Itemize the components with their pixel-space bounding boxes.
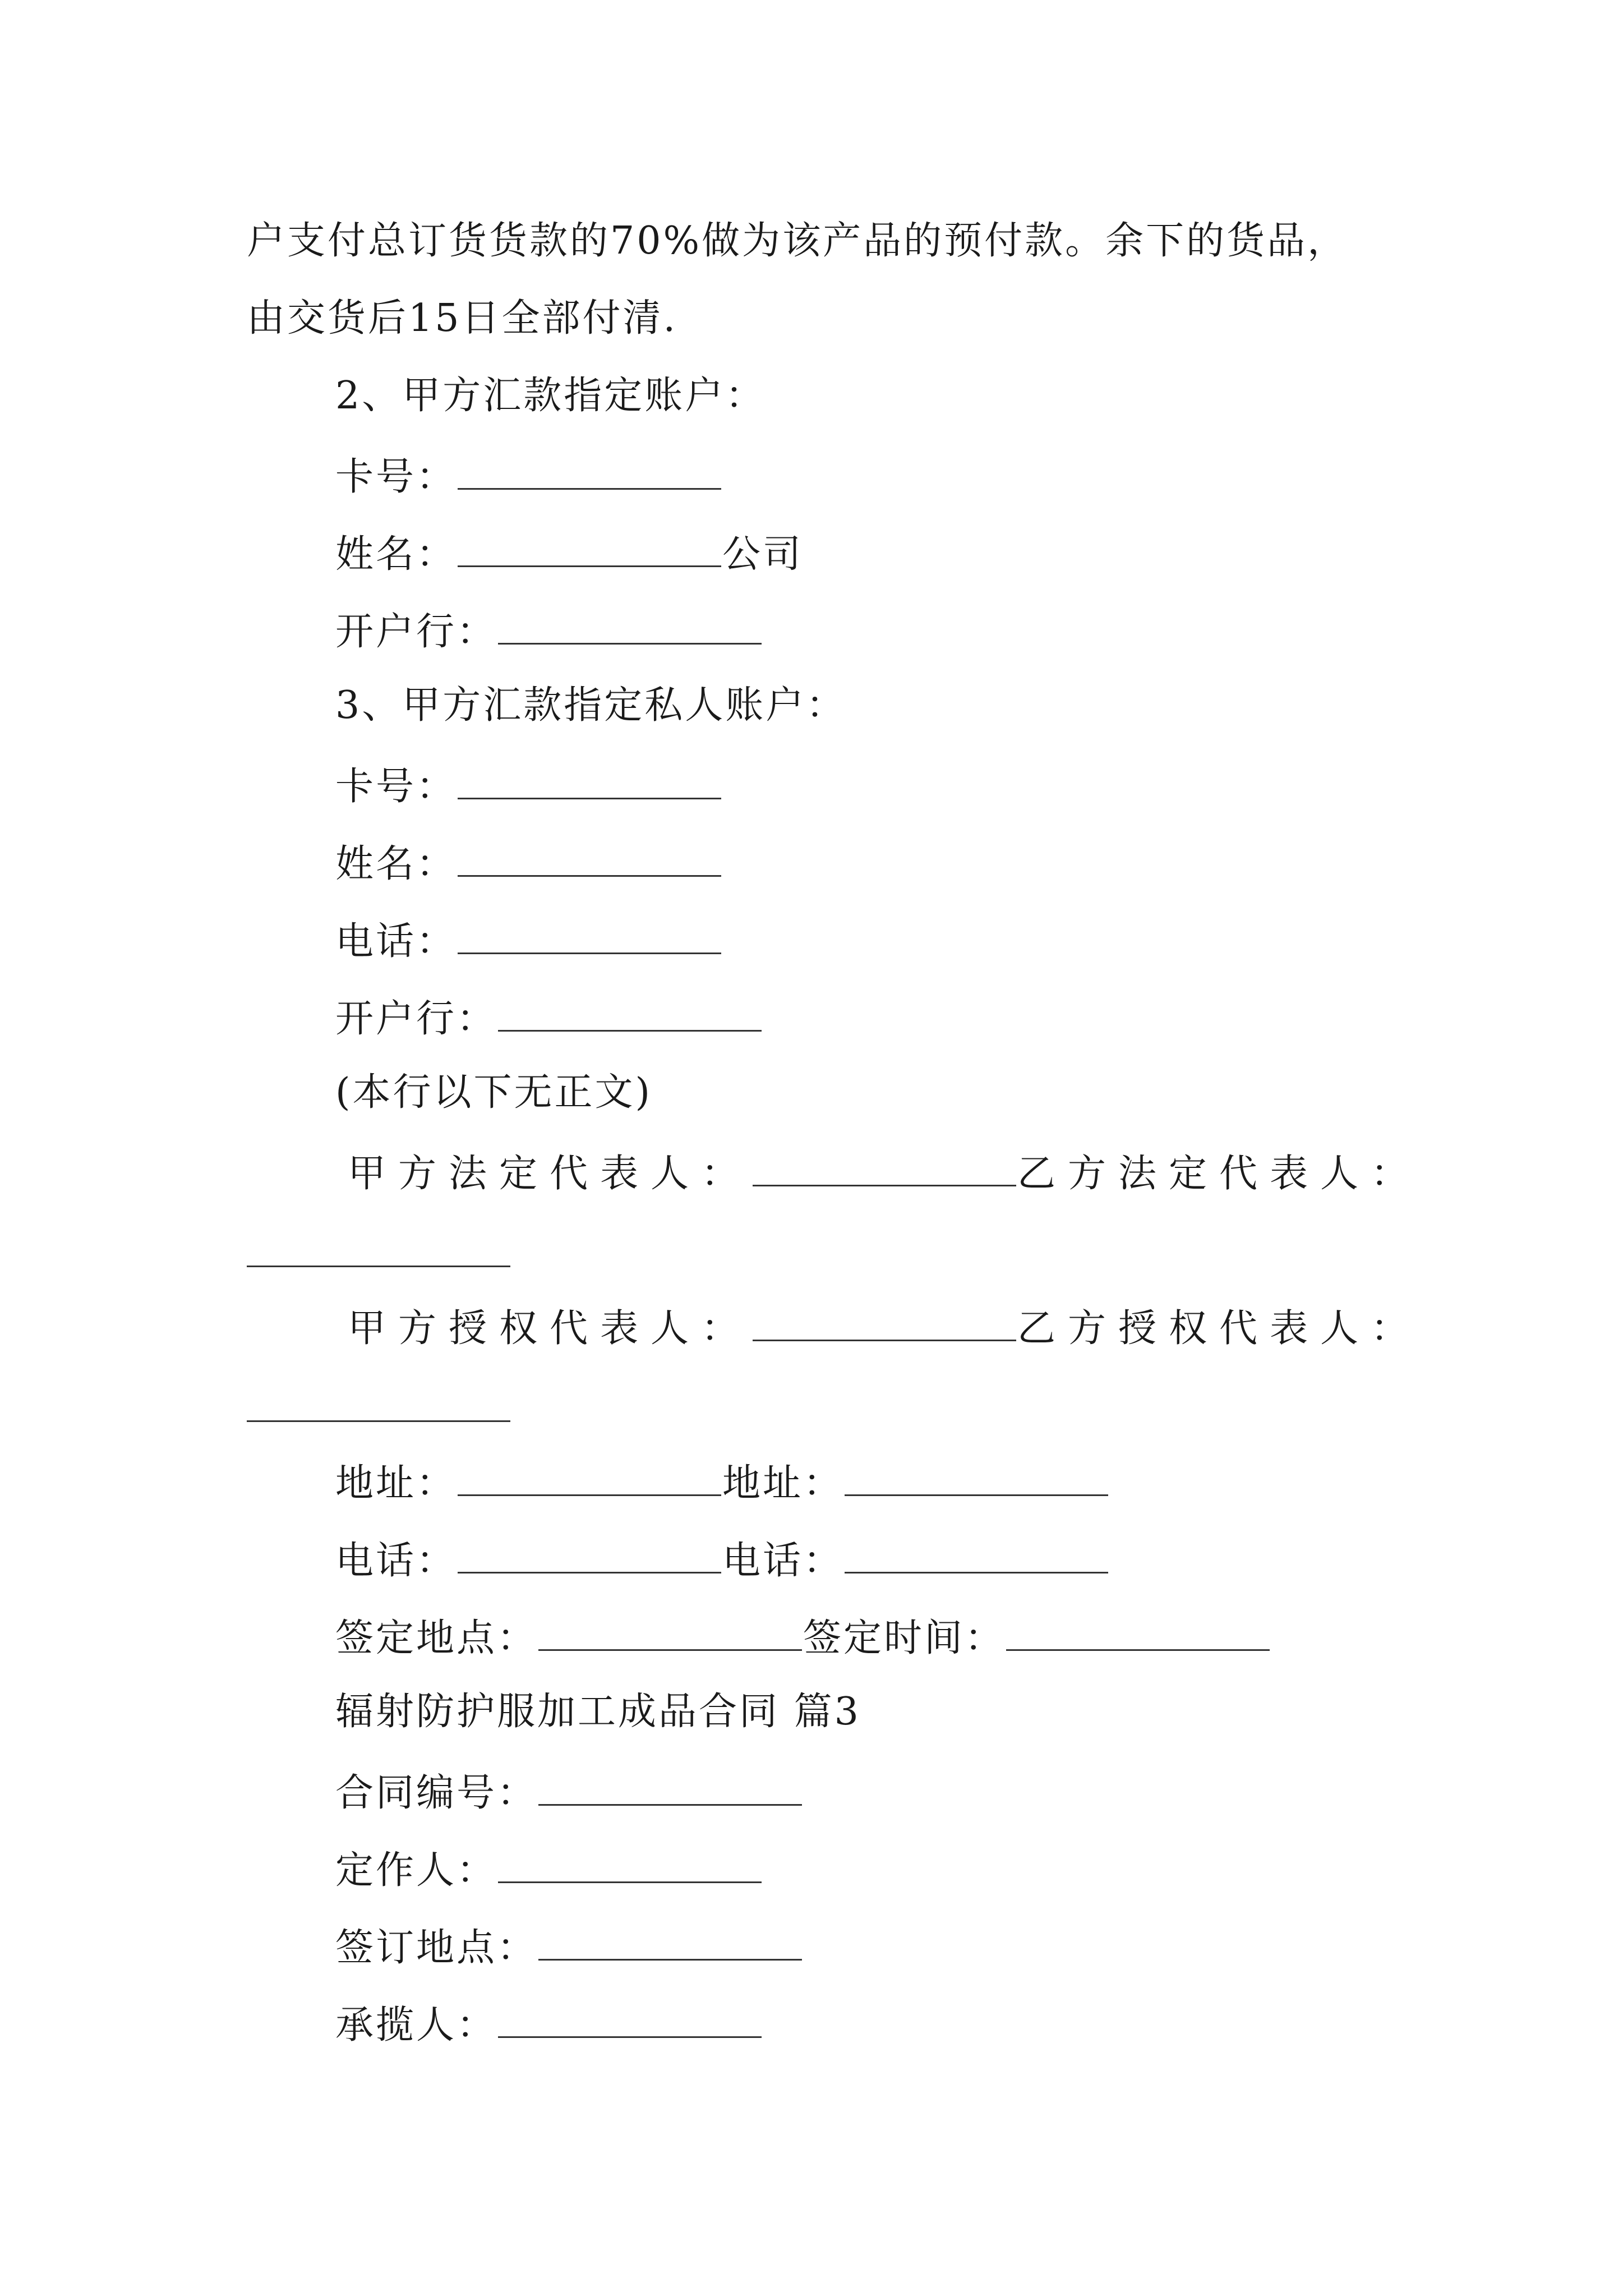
sign-place-time-row [335, 1612, 1271, 1661]
sign-time-blank[interactable] [1006, 1612, 1270, 1651]
party-b-legal-blank[interactable] [247, 1266, 510, 1267]
party-b-legal-label: 乙方法定代表人： [1017, 1152, 1422, 1196]
no-text-note: (本行以下无正文) [335, 1070, 653, 1115]
private-bank-label: 开户行： [335, 997, 497, 1041]
party-a-auth-label: 甲方授权代表人： [348, 1306, 752, 1351]
company-card-row [335, 451, 722, 500]
legal-rep-row [348, 1148, 1421, 1197]
phone-label-b: 电话： [722, 1539, 844, 1583]
private-name-blank[interactable] [458, 838, 721, 877]
company-name-suffix: 公司 [722, 532, 804, 577]
private-phone-label: 电话： [335, 919, 457, 964]
address-a-blank[interactable] [458, 1457, 721, 1496]
orderer-row [335, 1844, 763, 1893]
company-bank-label: 开户行： [335, 610, 497, 654]
contract-no-blank[interactable] [538, 1767, 802, 1806]
company-card-label: 卡号： [335, 455, 457, 499]
phone-label-a: 电话： [335, 1539, 457, 1583]
private-card-blank[interactable] [458, 761, 721, 799]
address-label-a: 地址： [335, 1461, 457, 1506]
private-name-row [335, 838, 722, 887]
contract3-title: 辐射防护服加工成品合同 篇3 [335, 1690, 861, 1734]
private-bank-blank[interactable] [498, 993, 762, 1032]
private-card-label: 卡号： [335, 765, 457, 809]
auth-rep-row [348, 1303, 1421, 1351]
phone-row [335, 1535, 1109, 1584]
party-b-auth-blank[interactable] [247, 1420, 510, 1422]
company-name-row [335, 528, 803, 577]
orderer-label: 定作人： [335, 1848, 497, 1893]
contractor-row [335, 1999, 763, 2048]
paragraph-line-1: 户支付总订货货款的70%做为该产品的预付款。余下的货品， [247, 219, 1348, 263]
private-card-row [335, 761, 722, 809]
private-account-heading: 3、甲方汇款指定私人账户： [335, 683, 847, 728]
party-a-legal-blank[interactable] [753, 1148, 1016, 1186]
private-phone-row [335, 915, 722, 964]
contract3-sign-place-row [335, 1922, 803, 1971]
sign-place-blank[interactable] [538, 1612, 802, 1651]
phone-b-blank[interactable] [845, 1535, 1108, 1573]
contract3-sign-place-blank[interactable] [538, 1922, 802, 1961]
paragraph-line-2: 由交货后15日全部付清. [247, 296, 678, 341]
party-b-auth-label: 乙方授权代表人： [1017, 1306, 1422, 1351]
contract-no-label: 合同编号： [335, 1771, 538, 1815]
party-a-auth-blank[interactable] [753, 1303, 1016, 1341]
sign-time-label: 签定时间： [803, 1616, 1006, 1660]
address-row [335, 1457, 1109, 1506]
company-bank-row [335, 606, 763, 655]
company-account-heading: 2、甲方汇款指定账户： [335, 374, 766, 418]
private-phone-blank[interactable] [458, 915, 721, 954]
party-a-legal-label: 甲方法定代表人： [348, 1152, 752, 1196]
company-name-label: 姓名： [335, 532, 457, 577]
private-name-label: 姓名： [335, 842, 457, 886]
contract-no-row [335, 1767, 803, 1816]
orderer-blank[interactable] [498, 1844, 762, 1883]
company-card-blank[interactable] [458, 451, 721, 490]
contractor-blank[interactable] [498, 1999, 762, 2038]
contract3-sign-place-label: 签订地点： [335, 1926, 538, 1970]
sign-place-label: 签定地点： [335, 1616, 538, 1660]
company-bank-blank[interactable] [498, 606, 762, 645]
phone-a-blank[interactable] [458, 1535, 721, 1573]
contractor-label: 承揽人： [335, 2003, 497, 2047]
private-bank-row [335, 993, 763, 1042]
address-b-blank[interactable] [845, 1457, 1108, 1496]
company-name-blank[interactable] [458, 528, 721, 567]
address-label-b: 地址： [722, 1461, 844, 1506]
